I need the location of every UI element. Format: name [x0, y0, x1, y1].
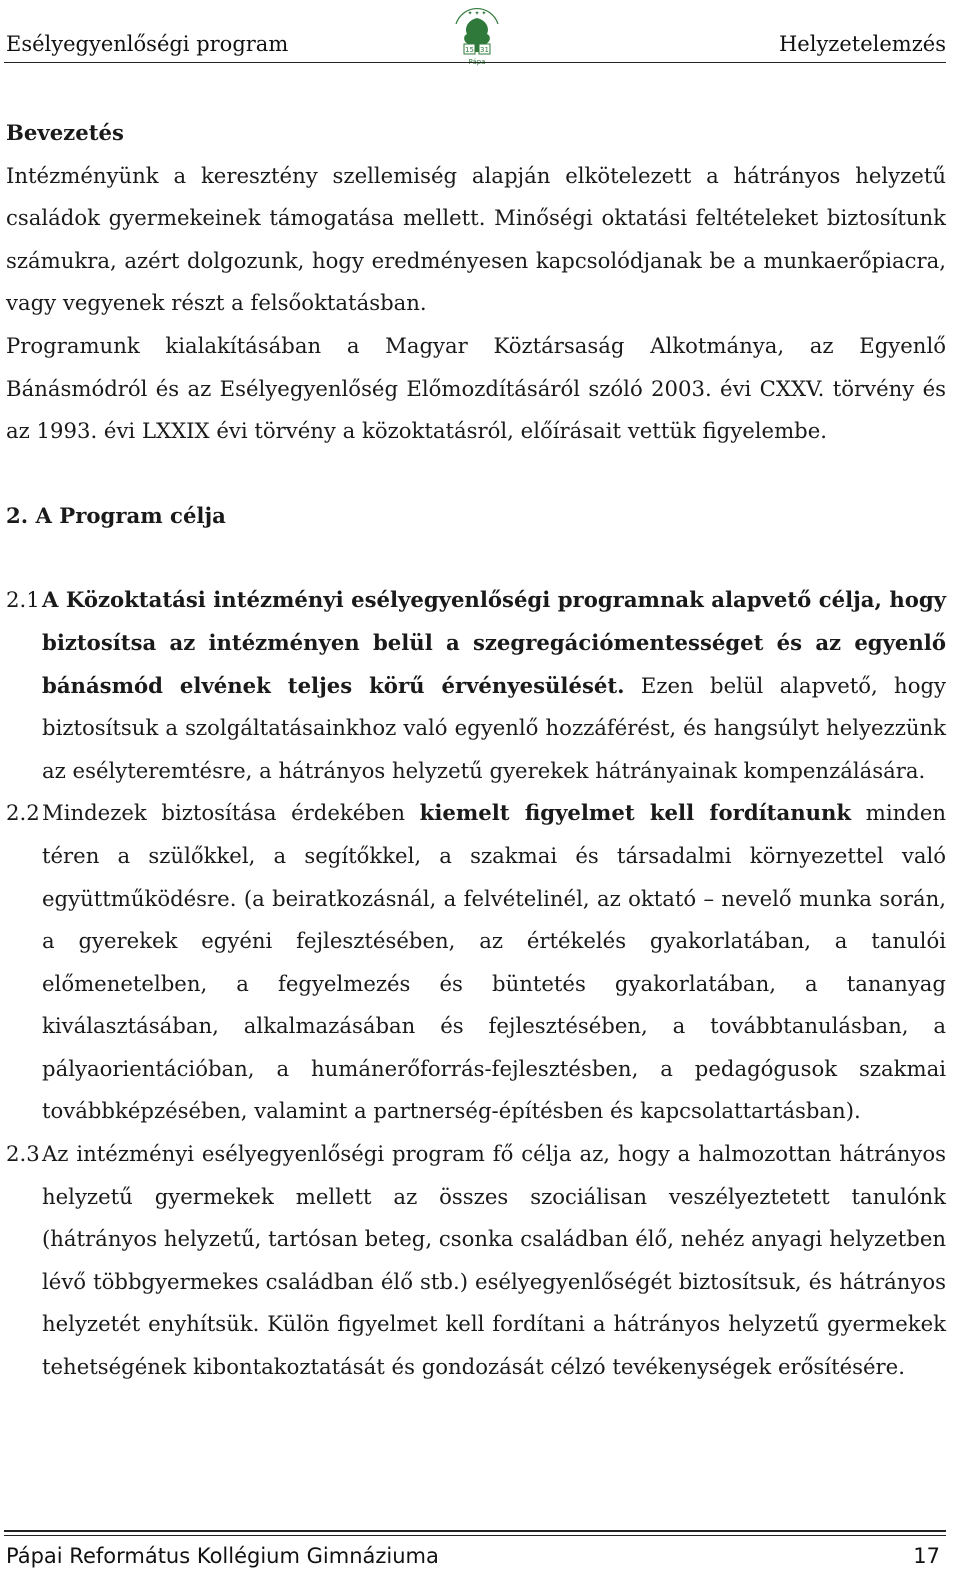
header-right-title: Helyzetelemzés	[778, 32, 946, 56]
item-text: minden téren a szülőkkel, a segítőkkel, a szakmai és társadalmi környezettel való együttműködésre. (a beiratkozásnál, a felvételinél, az oktató – nevelő munka során, a gyerekek egyéni fejlesztésében, az értékelés gyakorlatában, a tanulói előmenetelben, a fegyelmezés és büntetés gyakorlatában, a tananyag kiválasztásában, alkalmazásában és fejlesztésében, a továbbtanulásban, a pályaorientációban, a humánerőforrás-fejlesztésben, a pedagógusok szakmai továbbképzésében, valamint a partnerség-építésben és kapcsolattartásban).	[42, 800, 947, 1124]
item-lead-text: Mindezek biztosítása érdekében	[42, 800, 420, 826]
intro-paragraph-1: Intézményünk a keresztény szellemiség alapján elkötelezett a hátrányos helyzetű családok gyermekeinek támogatása mellett. Minőségi oktatási feltételeket biztosítunk számukra, azért dolgozunk, hogy eredményesen kapcsolódjanak be a munkaerőpiacra, vagy vegyenek részt a felsőoktatásban.	[6, 162, 946, 316]
list-item-2-3	[6, 1133, 946, 1389]
intro-heading: Bevezetés	[6, 120, 124, 145]
item-bold-text: A Közoktatási intézményi esélyegyenlőségi programnak alapvető célja, hogy biztosítsa az intézményen belül a szegregációmentességet és az egyenlő bánásmód elvének teljes körű érvényesülését.	[42, 587, 946, 698]
item-number: 2.3	[6, 1141, 40, 1167]
footer-divider	[4, 1530, 946, 1532]
item-text: Ezen belül alapvető, hogy biztosítsuk a szolgáltatásainkhoz való egyenlő hozzáférést, és hangsúlyt helyezzünk az esélyteremtésre, a hátrányos helyzetű gyerekek hátrányainak kompenzálására.	[42, 672, 946, 783]
list-item-2-2	[6, 792, 946, 1133]
item-number: 2.1	[6, 587, 40, 613]
section-title: 2. A Program célja	[6, 502, 226, 528]
header-left-title: Esélyegyenlőségi program	[6, 32, 289, 56]
header-divider	[4, 62, 946, 63]
item-number: 2.2	[6, 800, 40, 826]
page-footer	[6, 1538, 946, 1574]
intro-paragraph-2: Programunk kialakításában a Magyar Köztársaság Alkotmánya, az Egyenlő Bánásmódról és az Esélyegyenlőség Előmozdításáról szóló 2003. évi CXXV. törvény és az 1993. évi LXXIX évi törvény a közoktatásról, előírásait vettük figyelembe.	[6, 332, 946, 444]
college-seal-icon	[450, 4, 504, 70]
item-bold-text: kiemelt figyelmet kell fordítanunk	[419, 800, 852, 826]
list-item-2-1	[6, 579, 946, 792]
footer-divider-thin	[4, 1535, 946, 1536]
page-number: 17	[913, 1544, 940, 1568]
item-text: Az intézményi esélyegyenlőségi program fő célja az, hogy a halmozottan hátrányos helyzetű gyermekek mellett az összes szociálisan veszélyeztetett tanulónk (hátrányos helyzetű, tartósan beteg, csonka családban élő, nehéz anyagi helyzetben lévő többgyermekes családban élő stb.) esélyegyenlőségét biztosítsuk, és hátrányos helyzetét enyhítsük. Külön figyelmet kell fordítani a hátrányos helyzetű gyermekek tehetségének kibontakoztatását és gondozását célzó tevékenységek erősítésére.	[42, 1141, 946, 1380]
page-header	[6, 10, 946, 66]
svg-text:✦ ✦ ✦: ✦ ✦ ✦	[467, 10, 487, 17]
seal-place: Pápa	[468, 58, 486, 66]
document-body	[6, 112, 946, 1389]
seal-year-right: 31	[480, 46, 489, 54]
seal-year-left: 15	[465, 46, 474, 54]
footer-institution: Pápai Református Kollégium Gimnáziuma	[6, 1544, 439, 1568]
